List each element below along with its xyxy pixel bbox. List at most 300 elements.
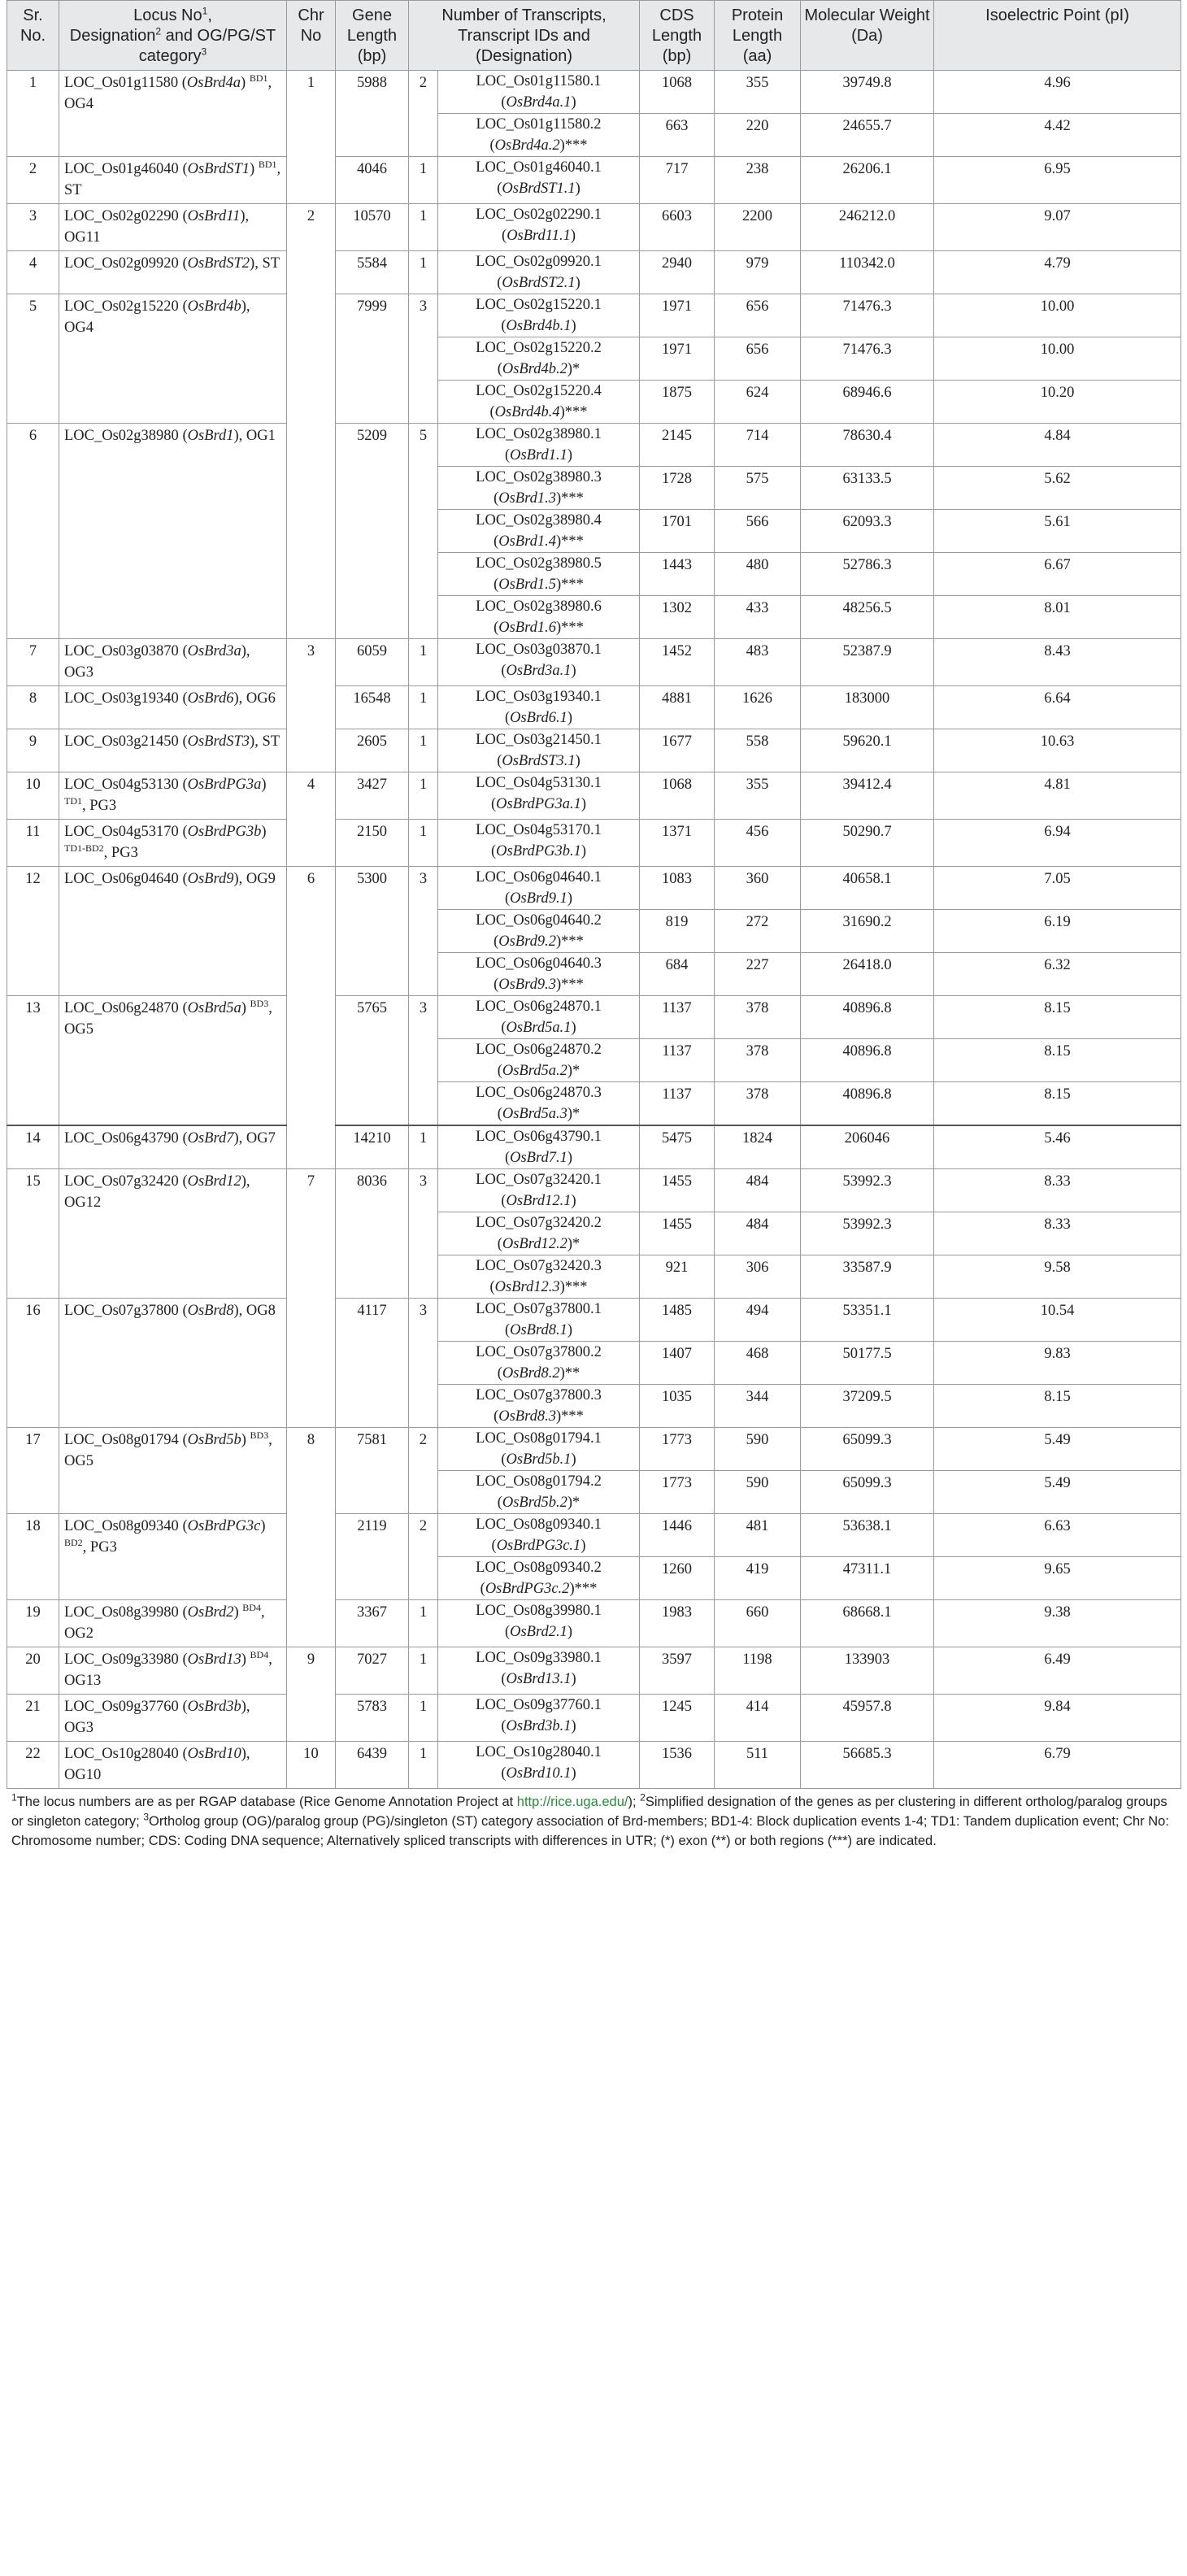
splice-mark: *** — [561, 533, 584, 550]
chr-cell: 9 — [287, 1647, 336, 1742]
locus-id: LOC_Os06g43790 — [64, 1130, 179, 1147]
chr-cell: 1 — [287, 71, 336, 204]
pi-cell: 5.61 — [934, 510, 1181, 553]
transcript-id: LOC_Os07g37800.2 — [476, 1344, 602, 1360]
sr-cell: 10 — [7, 772, 59, 820]
transcript-id: LOC_Os07g32420.3 — [476, 1258, 602, 1274]
mw-cell: 26418.0 — [801, 953, 934, 996]
splice-mark: *** — [561, 620, 584, 636]
protein-cell: 656 — [715, 337, 801, 381]
locus-id: LOC_Os10g28040 — [64, 1746, 179, 1762]
protein-cell: 238 — [715, 157, 801, 204]
protein-cell: 511 — [715, 1742, 801, 1789]
protein-cell: 1824 — [715, 1125, 801, 1169]
category: OG5 — [64, 1453, 93, 1469]
locus-id: LOC_Os09g37760 — [64, 1699, 179, 1715]
locus-id: LOC_Os07g37800 — [64, 1303, 179, 1319]
table-row — [7, 71, 1181, 114]
locus-cell: LOC_Os02g38980 (OsBrd1), OG1 — [59, 424, 287, 639]
transcript-id: LOC_Os02g38980.1 — [476, 426, 602, 442]
transcript-id: LOC_Os06g04640.3 — [476, 955, 602, 972]
category: OG7 — [246, 1130, 276, 1147]
protein-cell: 484 — [715, 1169, 801, 1212]
locus-id: LOC_Os02g38980 — [64, 428, 179, 444]
table-row — [7, 1600, 1181, 1647]
category: OG5 — [64, 1021, 93, 1038]
transcript-designation: OsBrdST2.1 — [502, 275, 576, 291]
table-row — [7, 1647, 1181, 1695]
transcript-id: LOC_Os10g28040.1 — [476, 1744, 602, 1760]
locus-id: LOC_Os06g24870 — [64, 1000, 179, 1016]
cds-cell: 2940 — [640, 251, 715, 294]
transcript-designation: OsBrd13.1 — [506, 1671, 572, 1687]
cds-cell: 1677 — [640, 729, 715, 772]
cds-cell: 2145 — [640, 424, 715, 467]
transcript-cell: LOC_Os07g32420.2 (OsBrd12.2)* — [438, 1212, 640, 1255]
mw-cell: 45957.8 — [801, 1695, 934, 1742]
transcript-count-cell: 1 — [409, 686, 438, 729]
sr-cell: 19 — [7, 1600, 59, 1647]
table-body — [7, 71, 1181, 1789]
cds-cell: 1455 — [640, 1169, 715, 1212]
cds-cell: 1536 — [640, 1742, 715, 1789]
mw-cell: 40658.1 — [801, 867, 934, 910]
transcript-id: LOC_Os02g15220.1 — [476, 297, 602, 313]
transcript-cell: LOC_Os02g02290.1 (OsBrd11.1) — [438, 204, 640, 251]
protein-cell: 344 — [715, 1385, 801, 1428]
transcript-designation: OsBrd7.1 — [510, 1150, 567, 1166]
chr-cell: 6 — [287, 867, 336, 1169]
sr-cell: 15 — [7, 1169, 59, 1299]
cds-cell: 717 — [640, 157, 715, 204]
sr-cell: 20 — [7, 1647, 59, 1695]
locus-id: LOC_Os01g46040 — [64, 161, 179, 177]
table-row — [7, 729, 1181, 772]
mw-cell: 39749.8 — [801, 71, 934, 114]
splice-mark: *** — [564, 137, 588, 154]
locus-id: LOC_Os06g04640 — [64, 871, 179, 887]
locus-id: LOC_Os02g15220 — [64, 298, 179, 315]
sr-cell: 9 — [7, 729, 59, 772]
gene-length-cell: 2119 — [336, 1514, 409, 1600]
protein-cell: 483 — [715, 639, 801, 686]
gene-length-cell: 8036 — [336, 1169, 409, 1299]
mw-cell: 71476.3 — [801, 337, 934, 381]
transcript-cell: LOC_Os01g46040.1 (OsBrdST1.1) — [438, 157, 640, 204]
splice-mark: *** — [561, 977, 584, 993]
gene-length-cell: 2605 — [336, 729, 409, 772]
pi-cell: 8.33 — [934, 1212, 1181, 1255]
splice-mark: * — [572, 1495, 580, 1511]
table-row — [7, 820, 1181, 867]
mw-cell: 206046 — [801, 1125, 934, 1169]
transcript-id: LOC_Os03g03870.1 — [476, 642, 602, 658]
transcript-count-cell: 1 — [409, 639, 438, 686]
table-header-row — [7, 1, 1181, 71]
locus-id: LOC_Os08g09340 — [64, 1518, 179, 1534]
duplication-event: BD4 — [250, 1648, 269, 1660]
table-row — [7, 1742, 1181, 1789]
cds-cell: 1245 — [640, 1695, 715, 1742]
transcript-designation: OsBrd4b.2 — [502, 361, 567, 377]
protein-cell: 419 — [715, 1557, 801, 1600]
transcript-designation: OsBrd1.1 — [510, 447, 567, 463]
mw-cell: 53638.1 — [801, 1514, 934, 1557]
sr-cell: 3 — [7, 204, 59, 251]
pi-cell: 8.43 — [934, 639, 1181, 686]
transcript-id: LOC_Os08g01794.2 — [476, 1473, 602, 1490]
pi-cell: 9.84 — [934, 1695, 1181, 1742]
table-row — [7, 867, 1181, 910]
category: OG10 — [64, 1767, 102, 1783]
table-row — [7, 1695, 1181, 1742]
mw-cell: 52387.9 — [801, 639, 934, 686]
sr-cell: 16 — [7, 1299, 59, 1428]
transcript-designation: OsBrdST3.1 — [502, 753, 576, 769]
duplication-event: TD1-BD2 — [64, 842, 104, 854]
transcript-cell: LOC_Os06g43790.1 (OsBrd7.1) — [438, 1125, 640, 1169]
locus-cell: LOC_Os06g04640 (OsBrd9), OG9 — [59, 867, 287, 996]
locus-cell: LOC_Os07g37800 (OsBrd8), OG8 — [59, 1299, 287, 1428]
transcript-id: LOC_Os01g46040.1 — [476, 159, 602, 176]
gene-designation: OsBrd11 — [187, 208, 241, 224]
transcript-cell: LOC_Os02g38980.3 (OsBrd1.3)*** — [438, 467, 640, 510]
splice-mark: * — [572, 1063, 580, 1079]
pi-cell: 6.94 — [934, 820, 1181, 867]
header-locus: Locus No$^1$, Designation$^2$ and OG/PG/ST category$^3$ — [59, 1, 287, 71]
gene-designation: OsBrd6 — [187, 690, 234, 707]
transcript-designation: OsBrd9.3 — [498, 977, 556, 993]
locus-cell: LOC_Os04g53130 (OsBrdPG3a) $^{TD1}$, PG3 — [59, 772, 287, 820]
transcript-designation: OsBrd3b.1 — [506, 1718, 572, 1734]
chr-cell: 10 — [287, 1742, 336, 1789]
protein-cell: 220 — [715, 114, 801, 157]
transcript-id: LOC_Os08g09340.1 — [476, 1516, 602, 1533]
sr-cell: 8 — [7, 686, 59, 729]
duplication-event: BD1 — [258, 158, 277, 170]
splice-mark: * — [572, 1106, 580, 1122]
transcript-designation: OsBrd11.1 — [507, 228, 571, 244]
pi-cell: 9.83 — [934, 1342, 1181, 1385]
mw-cell: 68946.6 — [801, 381, 934, 424]
transcript-designation: OsBrd12.1 — [506, 1193, 572, 1209]
transcript-count-cell: 1 — [409, 157, 438, 204]
transcript-count-cell: 3 — [409, 1169, 438, 1299]
sr-cell: 1 — [7, 71, 59, 157]
table-row — [7, 157, 1181, 204]
transcript-designation: OsBrd1.5 — [498, 577, 556, 593]
pi-cell: 8.15 — [934, 996, 1181, 1039]
transcript-id: LOC_Os02g38980.4 — [476, 512, 602, 529]
transcript-designation: OsBrdPG3a.1 — [496, 796, 581, 812]
mw-cell: 246212.0 — [801, 204, 934, 251]
locus-id: LOC_Os04g53130 — [64, 777, 179, 793]
pi-cell: 5.62 — [934, 467, 1181, 510]
pi-cell: 10.20 — [934, 381, 1181, 424]
protein-cell: 306 — [715, 1255, 801, 1299]
splice-mark: * — [572, 361, 580, 377]
duplication-event: BD3 — [250, 997, 269, 1009]
transcript-id: LOC_Os06g04640.2 — [476, 912, 602, 929]
protein-cell: 355 — [715, 772, 801, 820]
transcript-id: LOC_Os08g09340.2 — [476, 1560, 602, 1576]
transcript-count-cell: 1 — [409, 729, 438, 772]
transcript-count-cell: 2 — [409, 1428, 438, 1514]
locus-cell: LOC_Os06g24870 (OsBrd5a) $^{BD3}$, OG5 — [59, 996, 287, 1126]
pi-cell: 5.46 — [934, 1125, 1181, 1169]
category: PG3 — [89, 1539, 117, 1556]
locus-cell: LOC_Os02g09920 (OsBrdST2), ST — [59, 251, 287, 294]
pi-cell: 6.19 — [934, 910, 1181, 953]
transcript-id: LOC_Os08g39980.1 — [476, 1603, 602, 1619]
transcript-id: LOC_Os02g15220.4 — [476, 383, 602, 399]
cds-cell: 684 — [640, 953, 715, 996]
gene-length-cell: 4117 — [336, 1299, 409, 1428]
pi-cell: 5.49 — [934, 1428, 1181, 1471]
locus-id: LOC_Os01g11580 — [64, 75, 179, 91]
protein-cell: 1626 — [715, 686, 801, 729]
transcript-designation: OsBrd4b.4 — [494, 404, 560, 420]
gene-length-cell: 6059 — [336, 639, 409, 686]
gene-designation: OsBrd9 — [187, 871, 234, 887]
transcript-count-cell: 1 — [409, 772, 438, 820]
pi-cell: 8.01 — [934, 596, 1181, 639]
transcript-cell: LOC_Os06g24870.3 (OsBrd5a.3)* — [438, 1082, 640, 1126]
gene-designation: OsBrdPG3c — [187, 1518, 261, 1534]
cds-cell: 3597 — [640, 1647, 715, 1695]
pi-cell: 4.81 — [934, 772, 1181, 820]
chr-cell: 4 — [287, 772, 336, 867]
locus-cell: LOC_Os08g39980 (OsBrd2) $^{BD4}$, OG2 — [59, 1600, 287, 1647]
transcript-count-cell: 3 — [409, 1299, 438, 1428]
gene-length-cell: 16548 — [336, 686, 409, 729]
header-mw: Molecular Weight (Da) — [801, 1, 934, 71]
transcript-cell: LOC_Os08g01794.2 (OsBrd5b.2)* — [438, 1471, 640, 1514]
category: OG12 — [64, 1194, 102, 1211]
transcript-cell: LOC_Os07g32420.3 (OsBrd12.3)*** — [438, 1255, 640, 1299]
category: ST — [262, 733, 280, 750]
transcript-cell: LOC_Os02g09920.1 (OsBrdST2.1) — [438, 251, 640, 294]
mw-cell: 110342.0 — [801, 251, 934, 294]
sr-cell: 7 — [7, 639, 59, 686]
table-row — [7, 686, 1181, 729]
transcript-count-cell: 1 — [409, 1695, 438, 1742]
gene-designation: OsBrdPG3b — [187, 824, 262, 840]
transcript-cell: LOC_Os02g15220.4 (OsBrd4b.4)*** — [438, 381, 640, 424]
pi-cell: 9.07 — [934, 204, 1181, 251]
transcript-designation: OsBrd4a.2 — [494, 137, 560, 154]
transcript-designation: OsBrd5a.3 — [502, 1106, 567, 1122]
locus-id: LOC_Os03g03870 — [64, 643, 179, 659]
sr-cell: 4 — [7, 251, 59, 294]
transcript-count-cell: 3 — [409, 867, 438, 996]
pi-cell: 6.79 — [934, 1742, 1181, 1789]
pi-cell: 8.15 — [934, 1039, 1181, 1082]
mw-cell: 71476.3 — [801, 294, 934, 337]
splice-mark: *** — [561, 577, 584, 593]
gene-length-cell: 5584 — [336, 251, 409, 294]
transcript-designation: OsBrd2.1 — [510, 1624, 567, 1640]
pi-cell: 6.32 — [934, 953, 1181, 996]
category: PG3 — [111, 845, 138, 861]
table-row — [7, 996, 1181, 1039]
locus-cell: LOC_Os02g15220 (OsBrd4b), OG4 — [59, 294, 287, 424]
table-row — [7, 204, 1181, 251]
cds-cell: 1068 — [640, 772, 715, 820]
transcript-cell: LOC_Os10g28040.1 (OsBrd10.1) — [438, 1742, 640, 1789]
mw-cell: 40896.8 — [801, 1082, 934, 1126]
transcript-id: LOC_Os06g43790.1 — [476, 1129, 602, 1145]
pi-cell: 9.65 — [934, 1557, 1181, 1600]
sr-cell: 18 — [7, 1514, 59, 1600]
protein-cell: 2200 — [715, 204, 801, 251]
duplication-event: BD1 — [249, 72, 268, 84]
pi-cell: 9.38 — [934, 1600, 1181, 1647]
gene-length-cell: 10570 — [336, 204, 409, 251]
locus-id: LOC_Os08g01794 — [64, 1432, 179, 1448]
gene-designation: OsBrd13 — [187, 1651, 241, 1668]
transcript-id: LOC_Os02g38980.3 — [476, 469, 602, 485]
mw-cell: 39412.4 — [801, 772, 934, 820]
protein-cell: 575 — [715, 467, 801, 510]
pi-cell: 8.15 — [934, 1385, 1181, 1428]
transcript-count-cell: 1 — [409, 1125, 438, 1169]
rgap-link[interactable]: http://rice.uga.edu/ — [516, 1795, 628, 1809]
gene-length-cell: 3427 — [336, 772, 409, 820]
transcript-id: LOC_Os08g01794.1 — [476, 1430, 602, 1447]
mw-cell: 52786.3 — [801, 553, 934, 596]
transcript-id: LOC_Os02g09920.1 — [476, 254, 602, 270]
sr-cell: 14 — [7, 1125, 59, 1169]
cds-cell: 6603 — [640, 204, 715, 251]
transcript-id: LOC_Os03g21450.1 — [476, 732, 602, 748]
protein-cell: 433 — [715, 596, 801, 639]
cds-cell: 5475 — [640, 1125, 715, 1169]
sr-cell: 13 — [7, 996, 59, 1126]
locus-id: LOC_Os02g02290 — [64, 208, 179, 224]
table-row — [7, 1428, 1181, 1471]
gene-designation: OsBrdPG3a — [187, 777, 262, 793]
gene-designation: OsBrd10 — [187, 1746, 241, 1762]
splice-mark: * — [572, 1236, 580, 1252]
transcript-designation: OsBrd5b.1 — [506, 1451, 572, 1468]
gene-length-cell: 7581 — [336, 1428, 409, 1514]
transcript-cell: LOC_Os02g38980.4 (OsBrd1.4)*** — [438, 510, 640, 553]
transcript-designation: OsBrd9.2 — [498, 933, 556, 950]
header-pi: Isoelectric Point (pI) — [934, 1, 1181, 71]
transcript-count-cell: 1 — [409, 1600, 438, 1647]
gene-length-cell: 7999 — [336, 294, 409, 424]
gene-length-cell: 5988 — [336, 71, 409, 157]
protein-cell: 480 — [715, 553, 801, 596]
transcript-id: LOC_Os07g37800.1 — [476, 1301, 602, 1317]
table-row — [7, 1514, 1181, 1557]
sr-cell: 21 — [7, 1695, 59, 1742]
transcript-id: LOC_Os02g38980.6 — [476, 598, 602, 615]
protein-cell: 590 — [715, 1471, 801, 1514]
mw-cell: 31690.2 — [801, 910, 934, 953]
cds-cell: 1455 — [640, 1212, 715, 1255]
pi-cell: 5.49 — [934, 1471, 1181, 1514]
transcript-designation: OsBrd1.6 — [498, 620, 556, 636]
protein-cell: 558 — [715, 729, 801, 772]
mw-cell: 50290.7 — [801, 820, 934, 867]
protein-cell: 624 — [715, 381, 801, 424]
transcript-id: LOC_Os02g15220.2 — [476, 340, 602, 356]
transcript-designation: OsBrd3a.1 — [506, 663, 572, 679]
gene-length-cell: 14210 — [336, 1125, 409, 1169]
gene-designation: OsBrd4b — [187, 298, 241, 315]
category: ST — [64, 182, 82, 198]
mw-cell: 33587.9 — [801, 1255, 934, 1299]
mw-cell: 65099.3 — [801, 1471, 934, 1514]
transcript-cell: LOC_Os03g19340.1 (OsBrd6.1) — [438, 686, 640, 729]
transcript-cell: LOC_Os04g53130.1 (OsBrdPG3a.1) — [438, 772, 640, 820]
protein-cell: 484 — [715, 1212, 801, 1255]
gene-designation: OsBrdST1 — [187, 161, 250, 177]
transcript-count-cell: 1 — [409, 251, 438, 294]
cds-cell: 1083 — [640, 867, 715, 910]
gene-length-cell: 5209 — [336, 424, 409, 639]
locus-cell: LOC_Os03g21450 (OsBrdST3), ST — [59, 729, 287, 772]
locus-id: LOC_Os08g39980 — [64, 1604, 179, 1621]
header-chr: Chr No — [287, 1, 336, 71]
splice-mark: *** — [564, 1279, 588, 1295]
gene-designation: OsBrd7 — [187, 1130, 234, 1147]
gene-designation: OsBrd1 — [187, 428, 234, 444]
cds-cell: 1302 — [640, 596, 715, 639]
cds-cell: 1137 — [640, 1039, 715, 1082]
sr-cell: 5 — [7, 294, 59, 424]
category: OG9 — [246, 871, 276, 887]
transcript-designation: OsBrdPG3c.1 — [496, 1538, 581, 1554]
transcript-cell: LOC_Os01g11580.2 (OsBrd4a.2)*** — [438, 114, 640, 157]
locus-cell: LOC_Os04g53170 (OsBrdPG3b) $^{TD1-BD2}$, PG3 — [59, 820, 287, 867]
cds-cell: 1971 — [640, 337, 715, 381]
cds-cell: 1371 — [640, 820, 715, 867]
mw-cell: 56685.3 — [801, 1742, 934, 1789]
gene-designation: OsBrd8 — [187, 1303, 234, 1319]
brd-gene-table — [7, 0, 1181, 1789]
cds-cell: 1728 — [640, 467, 715, 510]
locus-id: LOC_Os07g32420 — [64, 1173, 179, 1190]
protein-cell: 660 — [715, 1600, 801, 1647]
table-row — [7, 251, 1181, 294]
category: OG1 — [246, 428, 276, 444]
cds-cell: 663 — [640, 114, 715, 157]
sr-cell: 6 — [7, 424, 59, 639]
locus-cell: LOC_Os01g46040 (OsBrdST1) $^{BD1}$, ST — [59, 157, 287, 204]
chr-cell: 7 — [287, 1169, 336, 1428]
category: OG4 — [64, 320, 93, 336]
pi-cell: 6.67 — [934, 553, 1181, 596]
transcript-count-cell: 1 — [409, 204, 438, 251]
locus-id: LOC_Os03g21450 — [64, 733, 179, 750]
protein-cell: 1198 — [715, 1647, 801, 1695]
transcript-cell: LOC_Os08g09340.2 (OsBrdPG3c.2)*** — [438, 1557, 640, 1600]
locus-id: LOC_Os03g19340 — [64, 690, 179, 707]
cds-cell: 1443 — [640, 553, 715, 596]
category: OG3 — [64, 1720, 93, 1736]
transcript-designation: OsBrd5a.1 — [506, 1020, 572, 1036]
cds-cell: 1407 — [640, 1342, 715, 1385]
transcript-id: LOC_Os02g02290.1 — [476, 207, 602, 223]
locus-cell: LOC_Os03g03870 (OsBrd3a), OG3 — [59, 639, 287, 686]
transcript-id: LOC_Os03g19340.1 — [476, 689, 602, 705]
transcript-designation: OsBrd4a.1 — [506, 94, 572, 111]
cds-cell: 1446 — [640, 1514, 715, 1557]
mw-cell: 133903 — [801, 1647, 934, 1695]
